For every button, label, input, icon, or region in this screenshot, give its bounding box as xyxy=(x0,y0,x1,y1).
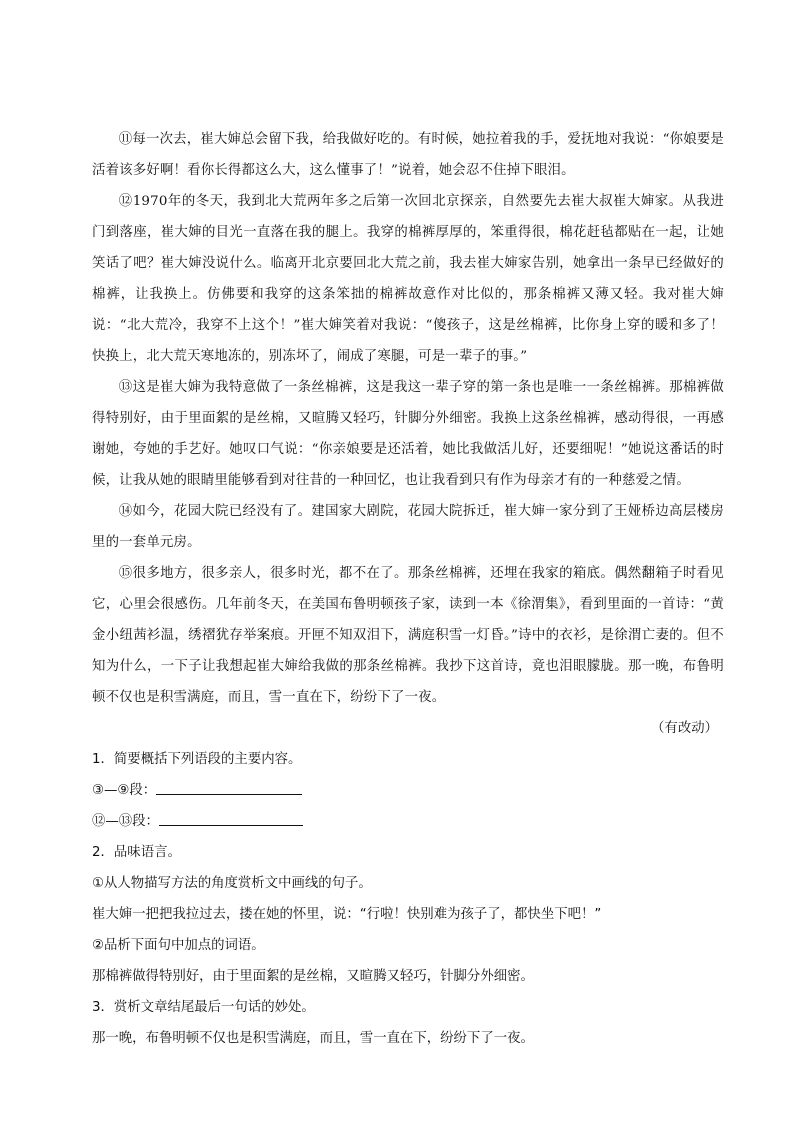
paragraph-12: ⑫1970年的冬天，我到北大荒两年多之后第一次回北京探亲，自然要先去崔大叔崔大婶家。从我进门到落座，崔大婶的目光一直落在我的腿上。我穿的棉裤厚厚的，笨重得很，棉花赶毡都贴在一起，让她笑话了吧？崔大婶没说什么。临离开北京要回北大荒之前，我去崔大婶家告别，她拿出一条早已经做好的棉裤，让我换上。仿佛要和我穿的这条笨拙的棉裤故意作对比似的，那条棉裤又薄又轻。我对崔大婶说：“北大荒冷，我穿不上这个！”崔大婶笑着对我说：“傻孩子，这是丝棉裤，比你身上穿的暖和多了！快换上，北大荒天寒地冻的，别冻坏了，闹成了寒腿，可是一辈子的事。” xyxy=(92,194,724,364)
question-1-item-a xyxy=(92,775,724,806)
question-1-item-b xyxy=(92,806,724,837)
item-label: ⑫—⑬段： xyxy=(92,814,159,829)
paragraph-15: ⑮很多地方，很多亲人，很多时光，都不在了。那条丝棉裤，还埋在我家的箱底。偶然翻箱子时看见它，心里会很感伤。几年前冬天，在美国布鲁明顿孩子家，读到一本《徐渭集》，看到里面的一首诗：“黄金小纽茜衫温，绣褶犹存举案痕。开匣不知双泪下，满庭积雪一灯昏。”诗中的衣衫，是徐渭亡妻的。但不知为什么，一下子让我想起崔大婶给我做的那条丝棉裤。我抄下这首诗，竟也泪眼朦胧。那一晚，布鲁明顿不仅也是积雪满庭，而且，雪一直在下，纷纷下了一夜。 xyxy=(92,566,724,705)
question-2-sub1-prompt: ①从人物描写方法的角度赏析文中画线的句子。 xyxy=(92,876,372,891)
question-3-quote: 那一晚，布鲁明顿不仅也是积雪满庭，而且，雪一直在下，纷纷下了一夜。 xyxy=(92,1031,534,1046)
questions-section xyxy=(92,744,724,1054)
answer-blank[interactable] xyxy=(156,780,302,795)
question-2-sub1-quote: 崔大婶一把把我拉过去，搂在她的怀里，说：“行啦！快别难为孩子了，都快坐下吧！” xyxy=(92,907,602,922)
question-2-sub2-prompt: ②品析下面句中加点的词语。 xyxy=(92,938,265,953)
document-page xyxy=(92,124,724,1054)
reading-passage xyxy=(92,124,724,744)
item-label: ③—⑨段： xyxy=(92,783,157,798)
question-3-stem: 3．赏析文章结尾最后一句话的妙处。 xyxy=(92,1000,315,1015)
paragraph-11: ⑪每一次去，崔大婶总会留下我，给我做好吃的。有时候，她拉着我的手，爱抚地对我说：“你娘要是活着该多好啊！看你长得都这么大，这么懂事了！”说着，她会忍不住掉下眼泪。 xyxy=(92,132,724,178)
paragraph-14: ⑭如今，花园大院已经没有了。建国家大剧院，花园大院拆迁，崔大婶一家分到了王娅桥边高层楼房里的一套单元房。 xyxy=(92,504,724,550)
paragraph-13: ⑬这是崔大婶为我特意做了一条丝棉裤，这是我这一辈子穿的第一条也是唯一一条丝棉裤。那棉裤做得特别好，由于里面絮的是丝棉，又暄腾又轻巧，针脚分外细密。我换上这条丝棉裤，感动得很，一再感谢她，夸她的手艺好。她叹口气说：“你亲娘要是还活着，她比我做活儿好，还要细呢！”她说这番话的时候，让我从她的眼睛里能够看到对往昔的一种回忆，也让我看到只有作为母亲才有的一种慈爱之情。 xyxy=(92,380,724,488)
question-1-stem: 1．简要概括下列语段的主要内容。 xyxy=(92,752,302,767)
answer-blank[interactable] xyxy=(159,811,303,826)
source-note: （有改动） xyxy=(651,721,718,736)
question-2-sub2-quote: 那棉裤做得特别好，由于里面絮的是丝棉，又暄腾又轻巧，针脚分外细密。 xyxy=(92,969,534,984)
question-2-stem: 2．品味语言。 xyxy=(92,845,181,860)
